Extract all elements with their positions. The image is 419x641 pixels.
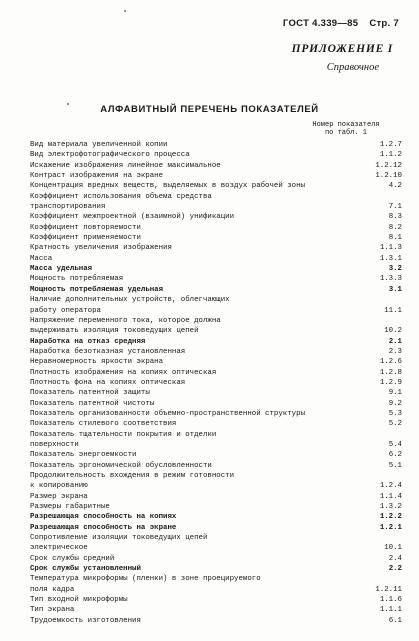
- index-entry: [30, 554, 402, 564]
- indicator-name: Сопротивление изоляции токоведущих цепей: [30, 534, 208, 543]
- indicator-name: Разрешающая способность на копиях: [30, 513, 177, 522]
- indicator-name: Показатель энергоемкости: [30, 451, 137, 460]
- indicator-name: работу оператора: [30, 306, 101, 315]
- appendix-reference: Справочное: [326, 62, 379, 73]
- indicator-name: Плотность фона на копиях оптическая: [30, 378, 186, 387]
- column-header: [301, 121, 391, 137]
- table-reference-number: 3.1: [388, 285, 402, 294]
- indicator-name: поверхности: [30, 440, 79, 449]
- index-entry: [30, 274, 402, 284]
- index-entry: [30, 357, 402, 367]
- index-entry: [30, 502, 402, 512]
- table-reference-number: 1.1.6: [379, 596, 402, 605]
- index-entry: [30, 295, 402, 305]
- indicator-name: Наработка на отказ средняя: [30, 337, 146, 346]
- indicator-name: электрическое: [30, 544, 88, 553]
- indicator-name: Мощность потребляемая: [30, 275, 124, 284]
- table-reference-number: 1.1.1: [379, 606, 402, 615]
- indicator-name: Показатель патентной защиты: [30, 389, 150, 398]
- index-entry: [30, 326, 402, 336]
- indicator-name: Размер экрана: [30, 492, 88, 501]
- index-entry: [30, 471, 402, 481]
- table-reference-number: 1.1.4: [379, 492, 402, 501]
- table-reference-number: 5.1: [388, 461, 402, 470]
- scan-speck: [124, 10, 126, 12]
- index-entry: [30, 605, 402, 615]
- table-reference-number: 9.1: [388, 389, 402, 398]
- indicator-name: Срок службы установленный: [30, 565, 141, 574]
- indicator-name: Контраст изображения на экране: [30, 172, 164, 181]
- indicator-name: Размеры габаритные: [30, 503, 110, 512]
- page-number: Стр. 7: [369, 18, 399, 29]
- appendix-label: ПРИЛОЖЕНИЕ I: [291, 43, 393, 55]
- table-reference-number: 9.2: [388, 399, 402, 408]
- indicator-name: Продолжительность вхождения в режим готовности: [30, 472, 235, 480]
- index-entry: [30, 419, 402, 429]
- indicator-name: Показатель тщательности покрытия и отделки: [30, 430, 217, 439]
- index-entry: [30, 243, 402, 253]
- indicator-name: к копированию: [30, 482, 88, 491]
- index-entry: [30, 306, 402, 316]
- indicator-name: Наработка безотказная установленная: [30, 347, 186, 356]
- indicator-name: Коэффициент межпроектной (взаимной) унификации: [30, 213, 235, 222]
- index-entry: [30, 533, 402, 543]
- index-entry: [30, 574, 402, 584]
- index-entry: [30, 543, 402, 553]
- index-entry: [30, 316, 402, 326]
- index-entry: [30, 461, 402, 471]
- table-reference-number: 10.2: [384, 327, 402, 336]
- table-reference-number: 5.2: [388, 420, 402, 429]
- index-entry: [30, 347, 402, 357]
- index-list: [30, 140, 402, 626]
- index-entry: [30, 512, 402, 522]
- index-entry: [30, 595, 402, 605]
- indicator-name: Разрешающая способность на экране: [30, 523, 177, 532]
- indicator-name: Масса: [30, 254, 53, 263]
- indicator-name: Напряжение переменного тока, которое должна: [30, 316, 221, 325]
- index-entry: [30, 585, 402, 595]
- index-entry: [30, 368, 402, 378]
- indicator-name: Плотность изображения на копиях оптическая: [30, 368, 217, 377]
- standard-number: ГОСТ 4.339—85: [282, 18, 359, 29]
- index-entry: [30, 616, 402, 626]
- index-entry: [30, 285, 402, 295]
- table-reference-number: 5.3: [388, 409, 402, 418]
- index-entry: [30, 140, 402, 150]
- indicator-name: Показатель стилевого соответствия: [30, 420, 177, 429]
- table-reference-number: 2.4: [388, 554, 402, 563]
- indicator-name: Наличие дополнительных устройств, облегчающих: [30, 296, 230, 305]
- indicator-name: Мощность потребляемая удельная: [30, 285, 164, 294]
- indicator-name: Масса удельная: [30, 265, 93, 274]
- table-reference-number: 6.1: [388, 616, 402, 625]
- table-reference-number: 2.1: [388, 337, 402, 346]
- index-entry: [30, 254, 402, 264]
- indicator-name: Тип входной микроформы: [30, 596, 128, 605]
- index-entry: [30, 171, 402, 181]
- table-reference-number: 3.2: [388, 265, 402, 274]
- table-reference-number: 1.2.12: [375, 161, 402, 170]
- index-entry: [30, 430, 402, 440]
- indicator-name: Показатель эргономической обусловленности: [30, 461, 212, 470]
- table-reference-number: 8.3: [388, 213, 402, 222]
- header-separator: [362, 18, 365, 29]
- index-entry: [30, 161, 402, 171]
- index-entry: [30, 388, 402, 398]
- indicator-name: Коэффициент повторяемости: [30, 223, 141, 232]
- index-entry: [30, 233, 402, 243]
- table-reference-number: 1.2.1: [379, 523, 402, 532]
- index-entry: [30, 192, 402, 202]
- table-reference-number: 1.1.3: [379, 244, 402, 253]
- index-entry: [30, 378, 402, 388]
- index-entry: [30, 337, 402, 347]
- table-reference-number: 8.1: [388, 234, 402, 243]
- indicator-name: Срок службы средний: [30, 554, 115, 563]
- indicator-name: Искажение изображения линейное максимальное: [30, 161, 221, 170]
- indicator-name: Показатель организованности объемно-пространственной структуры: [30, 409, 305, 418]
- index-entry: [30, 564, 402, 574]
- table-reference-number: 5.4: [388, 440, 402, 449]
- table-reference-number: 2.2: [388, 565, 402, 574]
- indicator-name: Вид материала увеличенной копии: [30, 141, 168, 149]
- index-entry: [30, 202, 402, 212]
- table-reference-number: 1.2.4: [379, 482, 402, 491]
- index-entry: [30, 481, 402, 491]
- index-entry: [30, 181, 402, 191]
- table-reference-number: 1.2.9: [379, 378, 402, 387]
- index-entry: [30, 264, 402, 274]
- table-reference-number: 1.3.1: [379, 254, 402, 263]
- table-reference-number: 1.2.2: [379, 513, 402, 522]
- indicator-name: Температура микроформы (пленки) в зоне проецируемого: [30, 575, 261, 584]
- indicator-name: выдерживать изоляция токоведущих цепей: [30, 327, 199, 336]
- index-entry: [30, 212, 402, 222]
- indicator-name: Коэффициент использования объема средства: [30, 192, 212, 201]
- index-entry: [30, 523, 402, 533]
- indicator-name: поля кадра: [30, 585, 75, 594]
- indicator-name: Тип экрана: [30, 606, 75, 615]
- indicator-name: Коэффициент применяемости: [30, 234, 141, 243]
- column-header-line: по табл. 1: [324, 129, 367, 137]
- indicator-name: Кратность увеличения изображения: [30, 244, 172, 253]
- table-reference-number: 1.2.7: [379, 141, 402, 149]
- index-entry: [30, 399, 402, 409]
- index-entry: [30, 440, 402, 450]
- table-reference-number: 7.1: [388, 203, 402, 212]
- table-reference-number: 1.2.8: [379, 368, 402, 377]
- table-reference-number: 11.1: [384, 306, 402, 315]
- table-reference-number: 4.2: [388, 182, 402, 191]
- indicator-name: транспортирования: [30, 203, 106, 212]
- table-reference-number: 10.1: [384, 544, 402, 553]
- table-reference-number: 1.2.6: [379, 358, 402, 367]
- index-entry: [30, 450, 402, 460]
- index-entry: [30, 409, 402, 419]
- index-entry: [30, 150, 402, 160]
- table-reference-number: 1.3.2: [379, 503, 402, 512]
- table-reference-number: 1.1.2: [379, 151, 402, 160]
- table-reference-number: 6.2: [388, 451, 402, 460]
- table-reference-number: 1.2.10: [375, 172, 402, 181]
- index-entry: [30, 492, 402, 502]
- indicator-name: Трудоемкость изготовления: [30, 616, 141, 625]
- page-header: [283, 18, 399, 29]
- indicator-name: Концентрация вредных веществ, выделяемых в воздух рабочей зоны: [30, 182, 305, 191]
- table-reference-number: 2.3: [388, 347, 402, 356]
- table-reference-number: 1.2.11: [375, 585, 402, 594]
- table-reference-number: 1.3.3: [379, 275, 402, 284]
- table-reference-number: 8.2: [388, 223, 402, 232]
- indicator-name: Вид электрофотографического процесса: [30, 151, 190, 160]
- indicator-name: Неравномерность яркости экрана: [30, 358, 164, 367]
- page-title: АЛФАВИТНЫЙ ПЕРЕЧЕНЬ ПОКАЗАТЕЛЕЙ: [100, 104, 319, 115]
- indicator-name: Показатель патентной чистоты: [30, 399, 155, 408]
- column-header-line: Номер показателя: [312, 121, 380, 129]
- index-entry: [30, 223, 402, 233]
